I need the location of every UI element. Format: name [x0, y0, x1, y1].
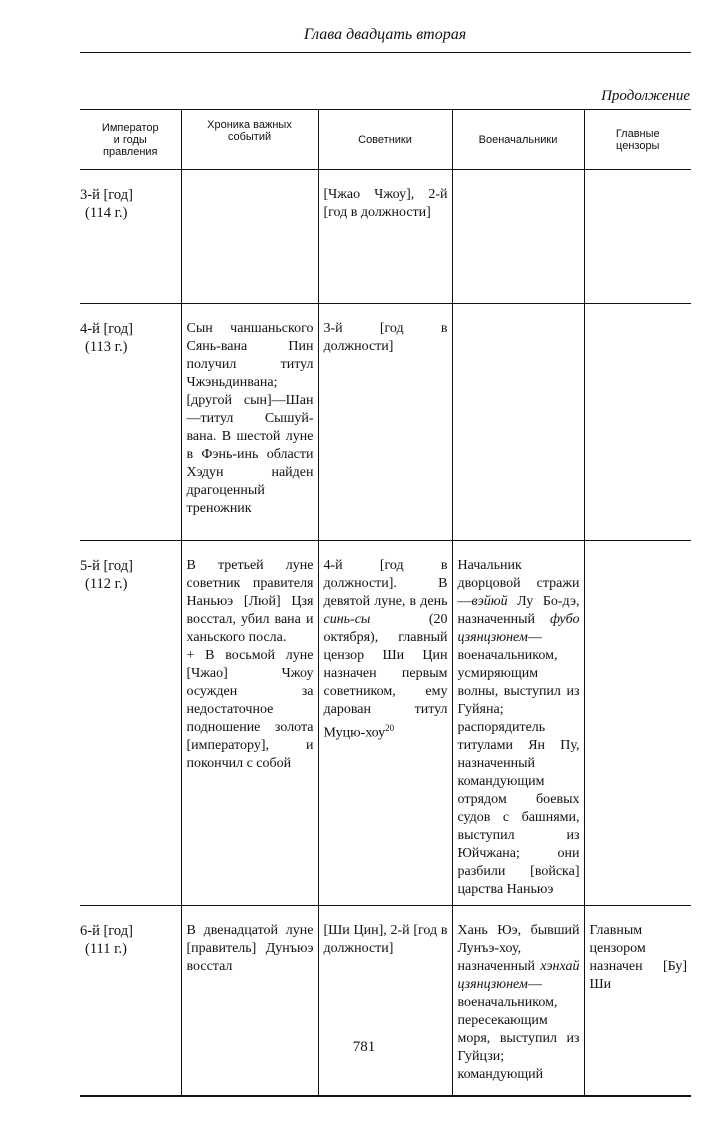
generals-cell — [452, 304, 584, 541]
censors-cell — [584, 541, 691, 906]
running-head: Глава двадцать вторая — [303, 26, 467, 43]
generals-cell: Начальник дворцовой стражи—вэйюй Лу Бо-дэ, назначенный фубо цзянцзюнем—военачальником, усмиряющим волны, выступил из Гуйяна; распорядитель титулами Ян Пу, назначенный командующим отрядом боевых судов с башнями, выступил из Юйчжана; они разбили [войска] царства Наньюэ — [452, 541, 584, 906]
chronicle-paragraph: В третьей луне советник правителя Наньюэ [Люй] Цзя восстал, убил вана и ханьского посла. — [186, 558, 314, 645]
year-cell: 5-й [год] (112 г.) — [80, 558, 133, 592]
year-cell: 6-й [год] (111 г.) — [80, 923, 133, 957]
table-row — [80, 906, 691, 1096]
year-cell: 3-й [год] (114 г.) — [80, 187, 133, 221]
generals-cell: Хань Юэ, бывший Лунъэ-хоу, назначенный хэнхай цзянцзюнем—военачальником, пересекающим моря, выступил из Гуйцзи; командующий — [452, 906, 584, 1096]
advisers-cell: [Чжао Чжоу], 2-й [год в должности] — [318, 170, 452, 304]
column-header-emperor: Император и годы правления — [101, 121, 159, 158]
chronicle-cell: Сын чаншаньского Сянь-вана Пин получил титул Чжэньдинвана; [другой сын]—Шан—титул Сышуй-вана. В шестой луне в Фэнь-инь области Хэдун найден драгоценный треножник — [181, 304, 318, 541]
chronicle-cell — [181, 170, 318, 304]
column-header-advisers: Советники — [318, 110, 452, 170]
continued-label: Продолжение — [601, 88, 690, 104]
column-header-chronicle: Хроника важных событий — [181, 110, 318, 170]
chronicle-cell: В двенадцатой луне [правитель] Дунъюэ восстал — [181, 906, 318, 1096]
table-header-row — [80, 110, 691, 170]
generals-cell — [452, 170, 584, 304]
column-header-generals: Военачальники — [452, 110, 584, 170]
advisers-cell: 3-й [год в должности] — [318, 304, 452, 541]
footnote-marker: 20 — [385, 723, 395, 733]
censors-cell — [584, 304, 691, 541]
year-cell: 4-й [год] (113 г.) — [80, 321, 133, 355]
advisers-cell: 4-й [год в должности]. В девятой луне, в день синь-сы (20 октября), главный цензор Ши Цин назначен первым советником, ему дарован титул Муцю-хоу$^{20}$ — [318, 541, 452, 906]
page-number: 781 — [352, 1039, 376, 1055]
chronology-table — [80, 109, 691, 1097]
chronicle-paragraph: + В восьмой луне [Чжао] Чжоу осужден за недостаточное подношение золота [императору], и покончил с собой — [186, 648, 314, 771]
table-row — [80, 541, 691, 906]
header-rule — [80, 52, 691, 53]
censors-cell — [584, 170, 691, 304]
censors-cell: Главным цензором назначен [Бу] Ши — [584, 906, 691, 1096]
column-header-censors: Главные цензоры — [584, 110, 691, 170]
advisers-cell: [Ши Цин], 2-й [год в должности] — [318, 906, 452, 1096]
table-row — [80, 170, 691, 304]
table-row — [80, 304, 691, 541]
chronicle-cell — [181, 541, 318, 906]
